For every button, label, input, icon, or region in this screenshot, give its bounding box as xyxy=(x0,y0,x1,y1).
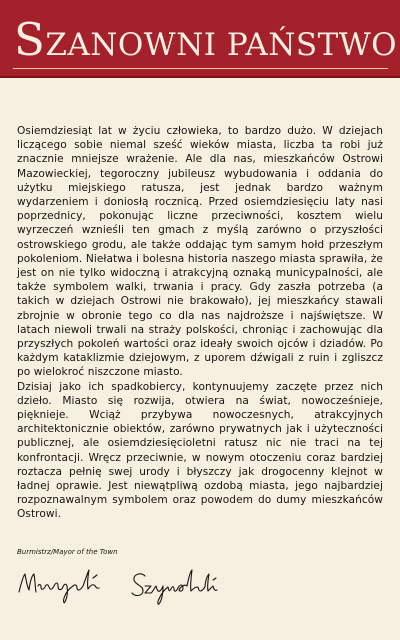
page-header xyxy=(0,0,400,76)
signatory-role: Burmistrz/Mayor of the Town xyxy=(17,548,118,556)
paragraph-1: Osiemdziesiąt lat w życiu człowieka, to bardzo dużo. W dziejach liczącego sobie niemal sześć wieków miasta, liczba ta robi już znacznie mniejsze wrażenie. Ale dla nas, mieszkańców Ostrowi Mazowieckiej, tegoroczny jubileusz wybudowania i oddania do użytku miejskiego ratusza, jest jednak bardzo ważnym wydarzeniem i doniosłą rocznicą. Przed osiemdziesięciu laty nasi poprzednicy, pokonując liczne przeciwności, kosztem wielu wyrzeczeń wznieśli ten gmach z myślą zarówno o przyszłości ostrowskiego grodu, ale także oddając tym samym hołd przeszłym pokoleniom. Niełatwa i bolesna historia naszego miasta sprawiła, że jest on nie tylko widoczną i atrakcyjną oznaką municypalności, ale także symbolem walki, trwania i pracy. Gdy zaszła potrzeba (a takich w dziejach Ostrowi nie brakowało), jej mieszkańcy stawali zbrojnie w obronie tego co dla nas najdroższe i najświętsze. W latach niewoli trwali na straży polskości, chroniąc i zachowując dla przyszłych pokoleń wartości oraz ideały swoich ojców i dziadów. Po każdym kataklizmie dziejowym, z uporem dźwigali z ruin i zgliszcz po wielokroć niszczone miasto. xyxy=(17,125,383,379)
handwritten-signature xyxy=(17,562,257,608)
letter-body xyxy=(17,124,383,522)
title-rest: ZANOWNI PAŃSTWO xyxy=(45,27,398,63)
paragraph-2: Dzisiaj jako ich spadkobiercy, kontynuujemy zaczęte przez nich dzieło. Miasto się rozwija, otwiera na świat, nowocześnieje, pięknieje. Wciąż przybywa nowoczesnych, atrakcyjnych architektonicznie obiektów, zarówno prywatnych jak i użyteczności publicznej, ale osiemdziesięcioletni ratusz nic nie traci na tej konfrontacji. Wręcz przeciwnie, w nowym otoczeniu coraz bardziej roztacza pełnię swej urody i błyszczy jak drogocenny klejnot w ładnej oprawie. Jest niewątpliwą ozdobą miasta, jego najbardziej rozpoznawalnym symbolem oraz powodem do dumy mieszkańców Ostrowi. xyxy=(17,380,383,521)
page-title xyxy=(14,13,398,66)
signature-block xyxy=(17,548,383,608)
title-initial: S xyxy=(14,13,46,66)
header-divider xyxy=(0,76,400,78)
header-underline xyxy=(13,68,388,69)
